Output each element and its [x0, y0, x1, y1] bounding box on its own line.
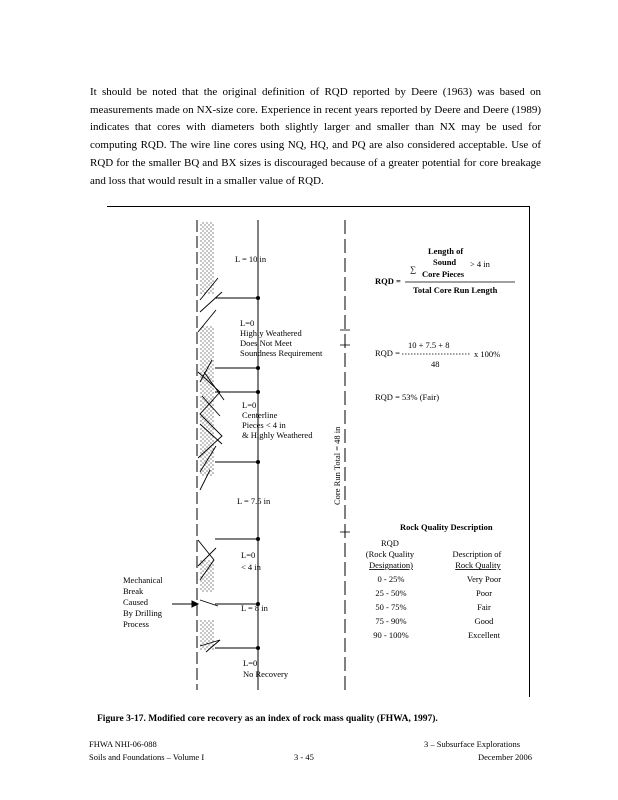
- rqd-result: RQD = 53% (Fair): [375, 392, 440, 402]
- footer-doc-title: Soils and Foundations – Volume I: [89, 752, 205, 762]
- formula-numerator-cond: > 4 in: [470, 259, 490, 269]
- piece-label-5: L=0 < 4 in: [241, 550, 261, 572]
- footer-doc-number: FHWA NHI-06-088: [89, 739, 157, 749]
- core-wall-texture: [200, 222, 214, 650]
- table-rows: [373, 574, 501, 640]
- calc-denominator: 48: [431, 359, 440, 369]
- table-title: Rock Quality Description: [400, 522, 493, 532]
- formula-numerator-mid: Sound: [433, 257, 457, 267]
- table-row: Very Poor: [466, 574, 502, 584]
- piece-label-6: L = 8 in: [241, 603, 268, 613]
- footer-chapter: 3 – Subsurface Explorations: [424, 739, 521, 749]
- footer-page-number: 3 - 45: [294, 752, 314, 762]
- table-row: Excellent: [467, 630, 501, 640]
- table-row: Good: [474, 616, 494, 626]
- calc-suffix: x 100%: [474, 349, 501, 359]
- formula-numerator-top: Length of: [428, 246, 464, 256]
- core-run-total-label: Core Run Total = 48 in: [332, 426, 342, 505]
- piece-label-2: L=0 Highly Weathered Does Not Meet Soundness Requirement: [240, 318, 323, 358]
- sigma-symbol: ∑: [410, 264, 417, 274]
- body-paragraph: It should be noted that the original definition of RQD reported by Deere (1963) was based on measurements made on NX-size core. Experience in recent years reported by Deere and Deere (1989) indicates that cores with diameters both slightly larger and smaller than NX may be used for computing RQD. The wire line cores using NQ, HQ, and PQ are also considered acceptable. Use of RQD for the smaller BQ and BX sizes is discouraged because of a greater potential for core breakage and loss that would result in a smaller value of RQD.: [90, 86, 541, 187]
- table-row: 25 - 50%: [375, 588, 407, 598]
- piece-label-1: L = 10 in: [235, 254, 267, 264]
- figure-caption: Figure 3-17. Modified core recovery as an index of rock mass quality (FHWA, 1997).: [97, 714, 438, 724]
- piece-label-4: L = 7.5 in: [237, 496, 271, 506]
- table-row: 0 - 25%: [377, 574, 405, 584]
- formula-denominator: Total Core Run Length: [413, 285, 498, 295]
- table-row: 75 - 90%: [375, 616, 407, 626]
- table-row: 50 - 75%: [375, 602, 407, 612]
- table-col1-header: RQD (Rock Quality Designation): [365, 538, 415, 570]
- table-row: 90 - 100%: [373, 630, 409, 640]
- table-col2-header: Description of Rock Quality: [452, 549, 502, 570]
- calc-lhs: RQD =: [375, 348, 400, 358]
- piece-label-3: L=0 Centerline Pieces < 4 in & Highly Weathered: [242, 400, 313, 440]
- calc-numerator: 10 + 7.5 + 8: [408, 340, 450, 350]
- piece-label-7: L=0 No Recovery: [243, 658, 289, 679]
- mechanical-break-label: Mechanical Break Caused By Drilling Process: [123, 575, 163, 629]
- footer-date: December 2006: [478, 752, 533, 762]
- table-row: Fair: [477, 602, 491, 612]
- core-column: [197, 220, 345, 690]
- table-row: Poor: [475, 588, 493, 598]
- formula-numerator-bottom: Core Pieces: [422, 269, 465, 279]
- formula-lhs: RQD =: [375, 276, 401, 286]
- mechanical-break-arrow: [172, 601, 198, 607]
